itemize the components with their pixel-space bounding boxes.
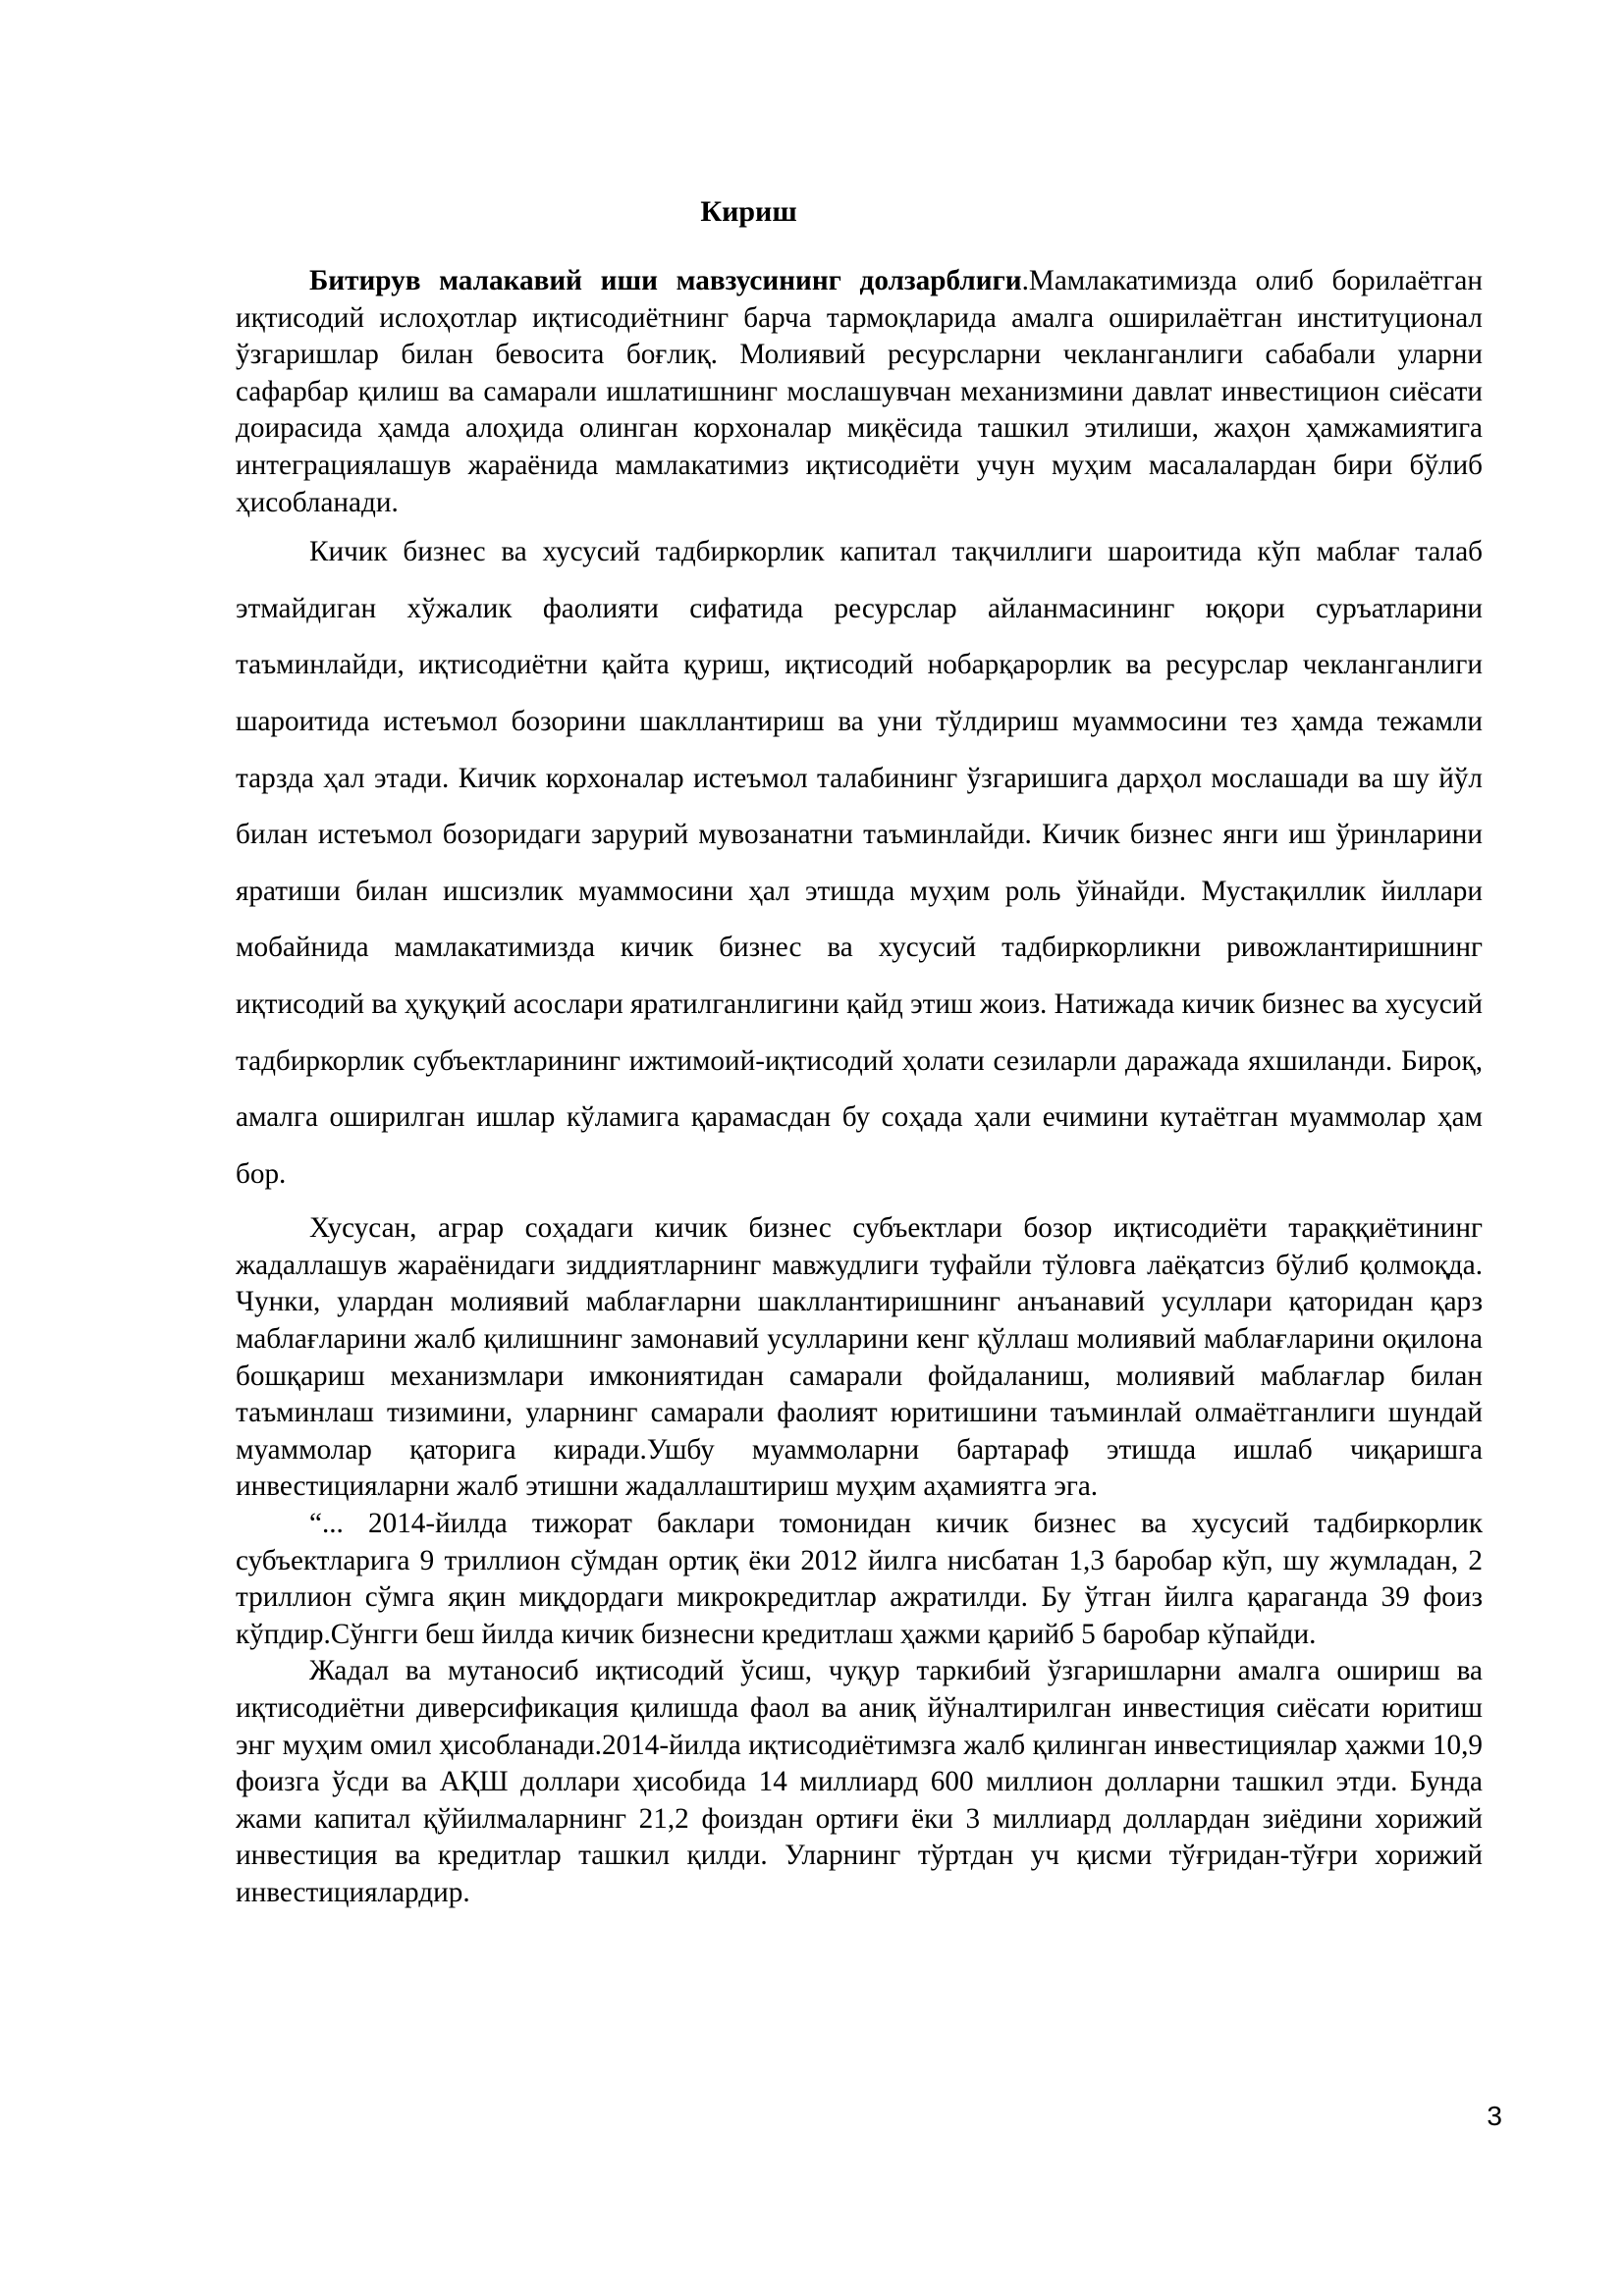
relevance-heading: Битирув малакавий иши мавзусининг долзарблиги	[309, 265, 1022, 296]
paragraph-text: .Мамлакатимизда олиб борилаётган иқтисодий ислоҳотлар иқтисодиётнинг барча тармоқларида амалга оширилаётган институционал ўзгаришлар билан бевосита боғлиқ. Молиявий ресурсларни чекланганлиги сабабали уларни сафарбар қилиш ва самарали ишлатишнинг мослашувчан механизмини давлат инвестицион сиёсати доирасида ҳамда алоҳида олинган корхоналар миқёсида ташкил этилиши, жаҳон ҳамжамиятига интеграциялашув жараёнида мамлакатимиз иқтисодиёти учун муҳим масалалардан бири бўлиб ҳисобланади.	[236, 265, 1483, 518]
paragraph-agrarian: Хусусан, аграр соҳадаги кичик бизнес субъектлари бозор иқтисодиёти тараққиётининг жадаллашув жараёнидаги зиддиятларнинг мавжудлиги туфайли тўловга лаёқатсиз бўлиб қолмоқда. Чунки, улардан молиявий маблағларни шакллантиришнинг анъанавий усуллари қаторидан қарз маблағларини жалб қилишнинг замонавий усулларини кенг қўллаш молиявий маблағларини оқилона бошқариш механизмлари имкониятидан самарали фойдаланиш, молиявий маблағлар билан таъминлаш тизимини, уларнинг самарали фаолият юритишини таъминлай олмаётганлиги шундай муаммолар қаторига киради.Ушбу муаммоларни бартараф этишда ишлаб чиқаришга инвестицияларни жалб этишни жадаллаштириш муҳим аҳамиятга эга.	[236, 1212, 1483, 1503]
paragraph-small-business: Кичик бизнес ва хусусий тадбиркорлик капитал тақчиллиги шароитида кўп маблағ талаб этмайдиган хўжалик фаолияти сифатида ресурслар айланмасининг юқори суръатларини таъминлайди, иқтисодиётни қайта қуриш, иқтисодий нобарқарорлик ва ресурслар чекланганлиги шароитида истеъмол бозорини шакллантириш ва уни тўлдириш муаммосини тез ҳамда тежамли тарзда ҳал этади. Кичик корхоналар истеъмол талабининг ўзгаришига дарҳол мослашади ва шу йўл билан истеъмол бозоридаги зарурий мувозанатни таъминлайди. Кичик бизнес янги иш ўринларини яратиши билан ишсизлик муаммосини ҳал этишда муҳим роль ўйнайди. Мустақиллик йиллари мобайнида мамлакатимизда кичик бизнес ва хусусий тадбиркорликни ривожлантиришнинг иқтисодий ва ҳуқуқий асослари яратилганлигини қайд этиш жоиз. Натижада кичик бизнес ва хусусий тадбиркорлик субъектларининг ижтимоий-иқтисодий ҳолати сезиларли даражада яхшиланди. Бироқ, амалга оширилган ишлар кўламига қарамасдан бу соҳада ҳали ечимини кутаётган муаммолар ҳам бор.	[236, 536, 1483, 1190]
paragraph-quote-2014: “... 2014-йилда тижорат баклари томонидан кичик бизнес ва хусусий тадбиркорлик субъектларига 9 триллион сўмдан ортиқ ёки 2012 йилга нисбатан 1,3 баробар кўп, шу жумладан, 2 триллион сўмга яқин миқдордаги микрокредитлар ажратилди. Бу ўтган йилга қараганда 39 фоиз кўпдир.Сўнгги беш йилда кичик бизнесни кредитлаш ҳажми қарийб 5 баробар кўпайди.	[236, 1508, 1483, 1650]
document-body	[236, 263, 1483, 1912]
page-number: 3	[1487, 2101, 1502, 2131]
paragraph-relevance	[236, 263, 1483, 521]
paragraph-investment: Жадал ва мутаносиб иқтисодий ўсиш, чуқур таркибий ўзгаришларни амалга ошириш ва иқтисодиётни диверсификация қилишда фаол ва аниқ йўналтирилган инвестиция сиёсати юритиш энг муҳим омил ҳисобланади.2014-йилда иқтисодиётимзга жалб қилинган инвестициялар ҳажми 10,9 фоизга ўсди ва АҚШ доллари ҳисобида 14 миллиард 600 миллион долларни ташкил этди. Бунда жами капитал қўйилмаларнинг 21,2 фоиздан ортиғи ёки 3 миллиард доллардан зиёдини хорижий инвестиция ва кредитлар ташкил қилди. Уларнинг тўртдан уч қисми тўғридан-тўғри хорижий инвестициялардир.	[236, 1655, 1483, 1908]
page-title: Кириш	[700, 195, 797, 228]
